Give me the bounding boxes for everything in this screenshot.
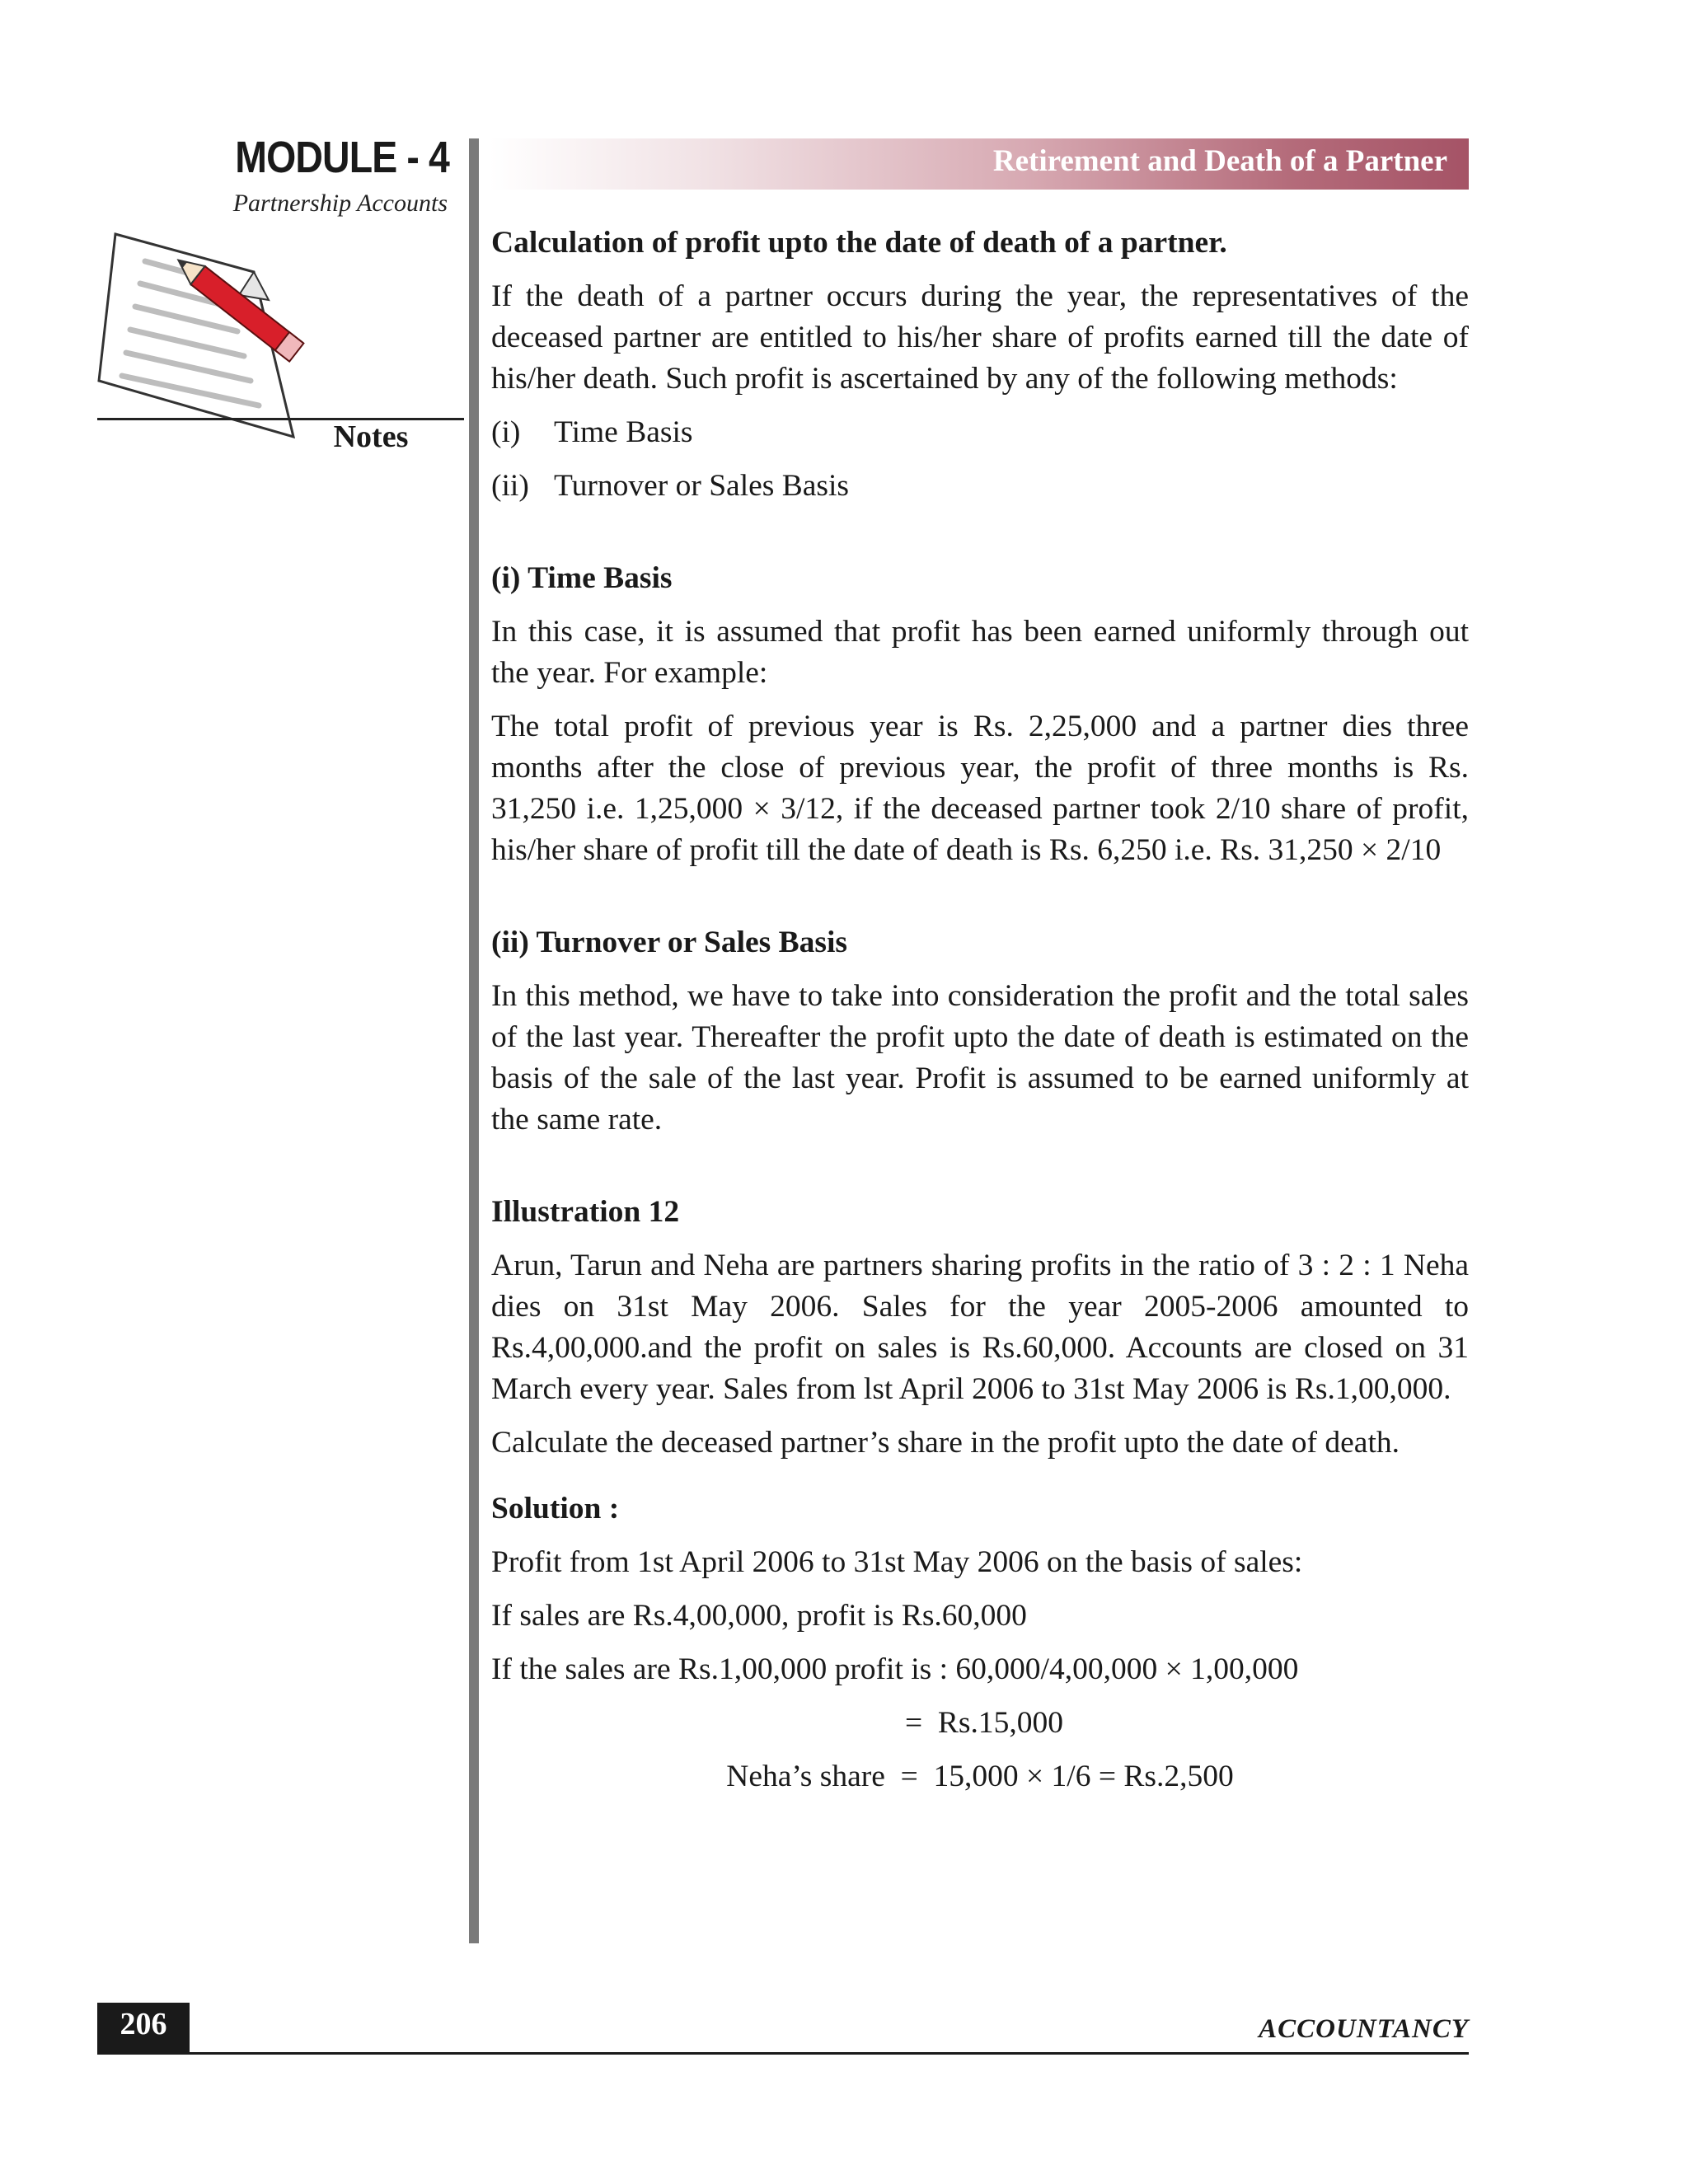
section-heading-time-basis: (i) Time Basis — [491, 561, 673, 595]
solution-result: = Rs.15,000 — [904, 1706, 1063, 1740]
solution-share: Neha’s share = 15,000 × 1/6 = Rs.2,500 — [726, 1760, 1234, 1793]
list-item-label: Time Basis — [554, 415, 693, 449]
footer-divider — [97, 2052, 1469, 2055]
time-basis-paragraph: In this case, it is assumed that profit has been earned uniformly through out the year. For example: — [491, 615, 1469, 690]
illustration-paragraph: Arun, Tarun and Neha are partners sharing profits in the ratio of 3 : 2 : 1 Neha dies on 31st May 2006. Sales for the year 2005-2006 amounted to Rs.4,00,000.and the profit on sales is Rs.60,000. Accounts are closed on 31 March every year. Sales from lst April 2006 to 31st May 2006 is Rs.1,00,000. — [491, 1249, 1469, 1406]
solution-heading: Solution : — [491, 1492, 620, 1526]
intro-paragraph: If the death of a partner occurs during the year, the representatives of the deceased partner are entitled to his/her share of profits earned till the date of his/her death. Such profit is ascertained by any of the following methods: — [491, 279, 1469, 396]
module-subtitle: Partnership Accounts — [232, 190, 448, 217]
list-item — [491, 412, 1469, 453]
section-heading-profit-calculation: Calculation of profit upto the date of death of a partner. — [491, 226, 1227, 260]
section-heading-turnover-basis: (ii) Turnover or Sales Basis — [491, 926, 848, 959]
page-number-box — [97, 2003, 190, 2052]
chapter-title: Retirement and Death of a Partner — [992, 144, 1447, 178]
chapter-banner — [490, 138, 1469, 190]
margin-divider-bar — [469, 138, 479, 1943]
list-item-label: Turnover or Sales Basis — [554, 469, 849, 503]
notes-label: Notes — [333, 419, 409, 454]
time-basis-example: The total profit of previous year is Rs. 2,25,000 and a partner dies three months after the close of previous year, the profit of three months is Rs. 31,250 i.e. 1,25,000 × 3/12, if the deceased partner took 2/10 share of profit, his/her share of profit till the date of death is Rs. 6,250 i.e. Rs. 31,250 × 2/10 — [491, 710, 1469, 867]
page-number: 206 — [120, 2007, 167, 2041]
footer-subject: ACCOUNTANCY — [1259, 2014, 1469, 2044]
illustration-heading: Illustration 12 — [491, 1195, 680, 1229]
module-title: MODULE - 4 — [235, 133, 449, 182]
solution-line: Profit from 1st April 2006 to 31st May 2006 on the basis of sales: — [491, 1545, 1303, 1579]
solution-line: If the sales are Rs.1,00,000 profit is : 60,000/4,00,000 × 1,00,000 — [491, 1652, 1299, 1686]
solution-line: If sales are Rs.4,00,000, profit is Rs.60,000 — [491, 1599, 1027, 1633]
list-item-number: (ii) — [491, 469, 529, 503]
turnover-basis-paragraph: In this method, we have to take into consideration the profit and the total sales of the last year. Thereafter the profit upto the date of death is estimated on the basis of the sale of the last year. Profit is assumed to be earned uniformly at the same rate. — [491, 979, 1469, 1137]
notepad-pencil-icon — [97, 224, 320, 447]
main-content — [491, 223, 1469, 1797]
illustration-question: Calculate the deceased partner’s share in the profit upto the date of death. — [491, 1426, 1400, 1460]
list-item-number: (i) — [491, 415, 521, 449]
list-item — [491, 466, 1469, 507]
